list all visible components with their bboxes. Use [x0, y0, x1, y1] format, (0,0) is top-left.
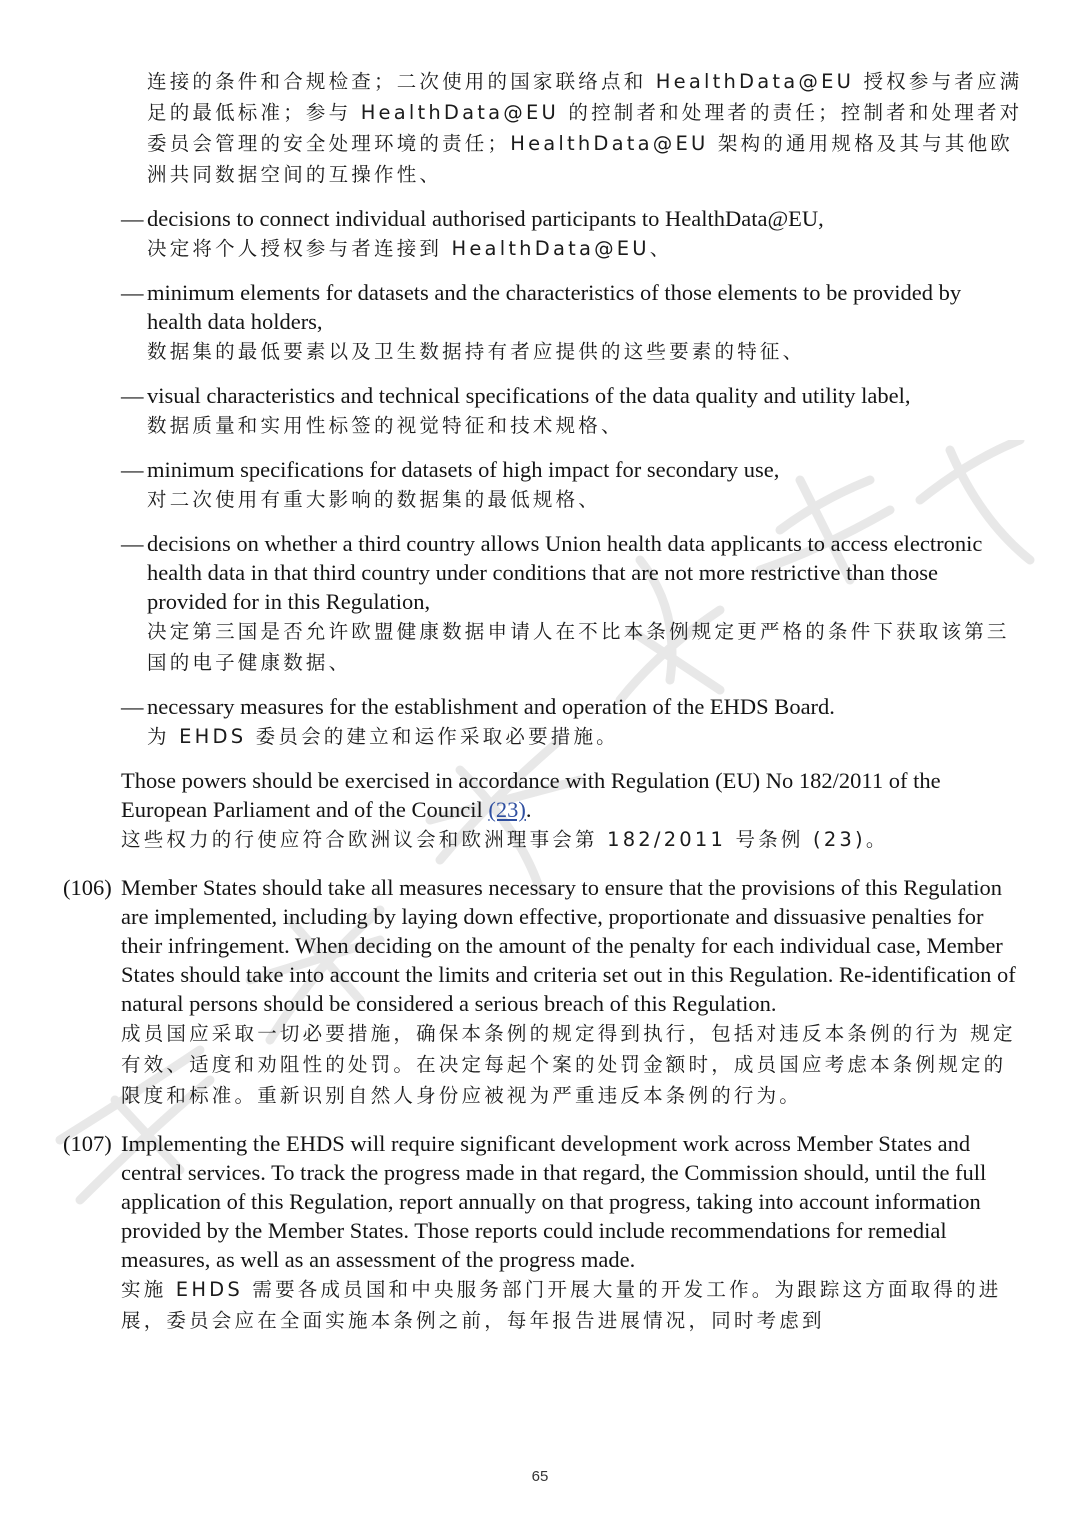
recital-106: [0, 873, 1016, 1111]
powers-text-en: [121, 766, 1021, 824]
recital-107: [0, 1129, 1016, 1336]
list-item: [0, 278, 1017, 367]
recital-text-en: Member States should take all measures necessary to ensure that the provisions of this Regulation are implemented, including by laying down effective, proportionate and dissuasive penalties for their infringement. When deciding on the amount of the penalty for each individual case, Member States should take into account the limits and criteria set out in this Regulation. Re-identification of natural persons should be considered a serious breach of this Regulation.: [121, 875, 1016, 1016]
dash-marker: —: [121, 694, 144, 719]
main-content: [0, 66, 1080, 1336]
dash-marker: —: [121, 280, 144, 305]
recital-number: (106): [63, 875, 112, 900]
bullet-text-zh: 为 EHDS 委员会的建立和运作采取必要措施。: [147, 725, 619, 748]
intro-text-zh: 连接的条件和合规检查；二次使用的国家联络点和 HealthData@EU 授权参与者应满足的最低标准；参与 HealthData@EU 的控制者和处理者的责任；控制者和处理者对委员会管理的安全处理环境的责任；HealthData@EU 架构的通用规格及其与其他欧洲共同数据空间的互操作性、: [147, 70, 1023, 186]
page-number: 65: [531, 1468, 549, 1485]
recital-text-zh: 实施 EHDS 需要各成员国和中央服务部门开展大量的开发工作。为跟踪这方面取得的进展，委员会应在全面实施本条例之前，每年报告进展情况，同时考虑到: [121, 1278, 1002, 1332]
bullet-text-zh: 数据质量和实用性标签的视觉特征和技术规格、: [147, 414, 624, 437]
recital-text-zh: 成员国应采取一切必要措施，确保本条例的规定得到执行，包括对违反本条例的行为 规定有效、适度和劝阻性的处罚。在决定每起个案的处罚金额时，成员国应考虑本条例规定的限度和标准。重新识别自然人身份应被视为严重违反本条例的行为。: [121, 1022, 1016, 1107]
footnote-link[interactable]: (23): [488, 797, 526, 822]
bullet-text-en: visual characteristics and technical specifications of the data quality and utility label,: [147, 383, 911, 408]
dash-marker: —: [121, 457, 144, 482]
bullet-text-en: decisions to connect individual authorised participants to HealthData@EU,: [147, 206, 824, 231]
dash-marker: —: [121, 531, 144, 556]
list-item: [0, 529, 1017, 678]
powers-paragraph: [0, 766, 1021, 855]
list-item: [0, 455, 1017, 515]
dash-marker: —: [121, 383, 144, 408]
powers-text-zh: 这些权力的行使应符合欧洲议会和欧洲理事会第 182/2011 号条例 (23)。: [121, 828, 889, 851]
list-item: [0, 204, 1017, 264]
bullet-text-zh: 对二次使用有重大影响的数据集的最低规格、: [147, 488, 602, 511]
powers-text-main: Those powers should be exercised in accordance with Regulation (EU) No 182/2011 of the European Parliament and of the Council: [121, 768, 941, 822]
bullet-text-en: minimum elements for datasets and the characteristics of those elements to be provided by health data holders,: [147, 280, 962, 334]
bullet-text-zh: 决定将个人授权参与者连接到 HealthData@EU、: [147, 237, 673, 260]
dash-marker: —: [121, 206, 144, 231]
recital-text-en: Implementing the EHDS will require significant development work across Member States and central services. To track the progress made in that regard, the Commission should, until the full application of this Regulation, report annually on that progress, taking into account information provided by the Member States. Those reports could include recommendations for remedial measures, as well as an assessment of the progress made.: [121, 1131, 987, 1272]
bullet-text-zh: 决定第三国是否允许欧盟健康数据申请人在不比本条例规定更严格的条件下获取该第三国的电子健康数据、: [147, 620, 1010, 674]
list-item: [0, 381, 1017, 441]
intro-paragraph: [0, 66, 1027, 190]
powers-text-tail: .: [525, 797, 532, 822]
bullet-text-en: necessary measures for the establishment and operation of the EHDS Board.: [147, 694, 835, 719]
bullet-text-en: decisions on whether a third country allows Union health data applicants to access electronic health data in that third country under conditions that are not more restrictive than those provided for in this Regulation,: [147, 531, 983, 614]
list-item: [0, 692, 1017, 752]
bullet-text-zh: 数据集的最低要素以及卫生数据持有者应提供的这些要素的特征、: [147, 340, 806, 363]
recital-number: (107): [63, 1131, 112, 1156]
bullet-text-en: minimum specifications for datasets of high impact for secondary use,: [147, 457, 780, 482]
